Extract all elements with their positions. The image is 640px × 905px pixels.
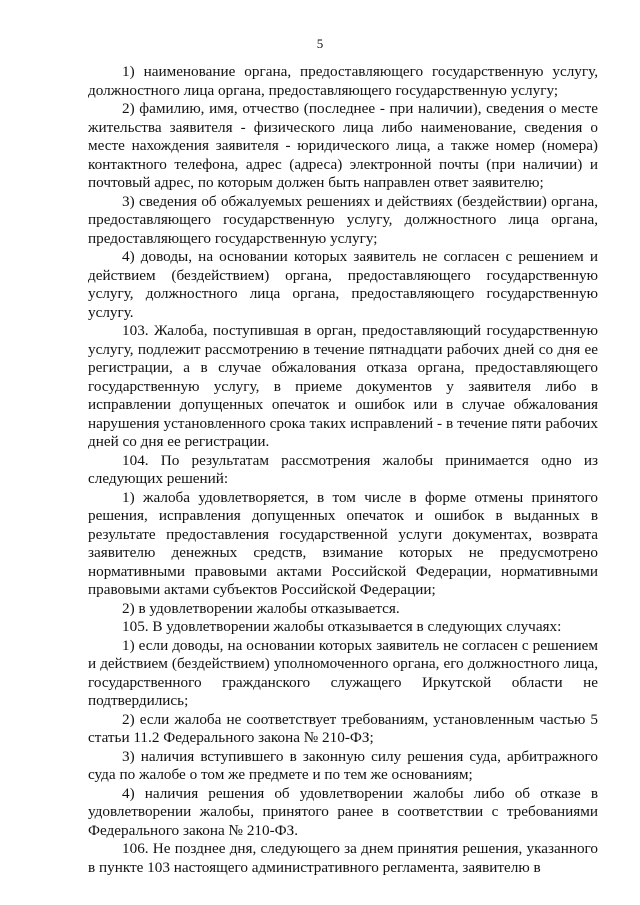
paragraph-clause-104: 104. По результатам рассмотрения жалобы принимается одно из следующих решений:: [88, 451, 598, 487]
paragraph-clause-106: 106. Не позднее дня, следующего за днем принятия решения, указанного в пункте 103 настоящего административного регламента, заявителю в: [88, 840, 598, 876]
paragraph-clause-105: 105. В удовлетворении жалобы отказывается в следующих случаях:: [122, 618, 562, 635]
document-body: [88, 63, 598, 877]
paragraph-item-2: 2) фамилию, имя, отчество (последнее - при наличии), сведения о месте жительства заявителя - физического лица либо наименование, сведения о месте нахождения заявителя - юридического лица, а также номер (номера) контактного телефона, адрес (адреса) электронной почты (при наличии) и почтовый адрес, по которым должен быть направлен ответ заявителю;: [88, 100, 598, 191]
paragraph-decision-1: 1) жалоба удовлетворяется, в том числе в форме отмены принятого решения, исправления допущенных опечаток и ошибок в выданных в результате предоставления государственной услуги документах, возврата заявителю денежных средств, взимание которых не предусмотрено нормативными правовыми актами Российской Федерации, нормативными правовыми актами субъектов Российской Федерации;: [88, 488, 598, 598]
paragraph-item-3: 3) сведения об обжалуемых решениях и действиях (бездействии) органа, предоставляющего государственную услугу, должностного лица органа, предоставляющего государственную услугу;: [88, 192, 598, 247]
page-number: 5: [316, 36, 324, 51]
paragraph-item-1: 1) наименование органа, предоставляющего государственную услугу, должностного лица органа, предоставляющего государственную услугу;: [88, 63, 598, 99]
paragraph-refusal-3: 3) наличия вступившего в законную силу решения суда, арбитражного суда по жалобе о том же предмете и по тем же основаниям;: [88, 747, 598, 783]
paragraph-decision-2: 2) в удовлетворении жалобы отказывается.: [122, 599, 400, 617]
paragraph-refusal-2: 2) если жалоба не соответствует требованиям, установленным частью 5 статьи 11.2 Федерального закона № 210-ФЗ;: [88, 710, 598, 746]
paragraph-refusal-1: 1) если доводы, на основании которых заявитель не согласен с решением и действием (бездействием) уполномоченного органа, его должностного лица, государственного гражданского служащего Иркутской области не подтвердились;: [88, 636, 598, 709]
paragraph-item-4: 4) доводы, на основании которых заявитель не согласен с решением и действием (бездействием) органа, предоставляющего государственную услугу, должностного лица органа, предоставляющего государственную услугу.: [88, 248, 598, 321]
paragraph-clause-103: 103. Жалоба, поступившая в орган, предоставляющий государственную услугу, подлежит рассмотрению в течение пятнадцати рабочих дней со дня ее регистрации, а в случае обжалования отказа органа, предоставляющего государственную услугу, в приеме документов у заявителя либо в исправлении допущенных опечаток и ошибок или в случае обжалования нарушения установленного срока таких исправлений - в течение пяти рабочих дней со дня ее регистрации.: [88, 322, 598, 450]
paragraph-refusal-4: 4) наличия решения об удовлетворении жалобы либо об отказе в удовлетворении жалобы, принятого ранее в соответствии с требованиями Федерального закона № 210-ФЗ.: [88, 784, 598, 839]
